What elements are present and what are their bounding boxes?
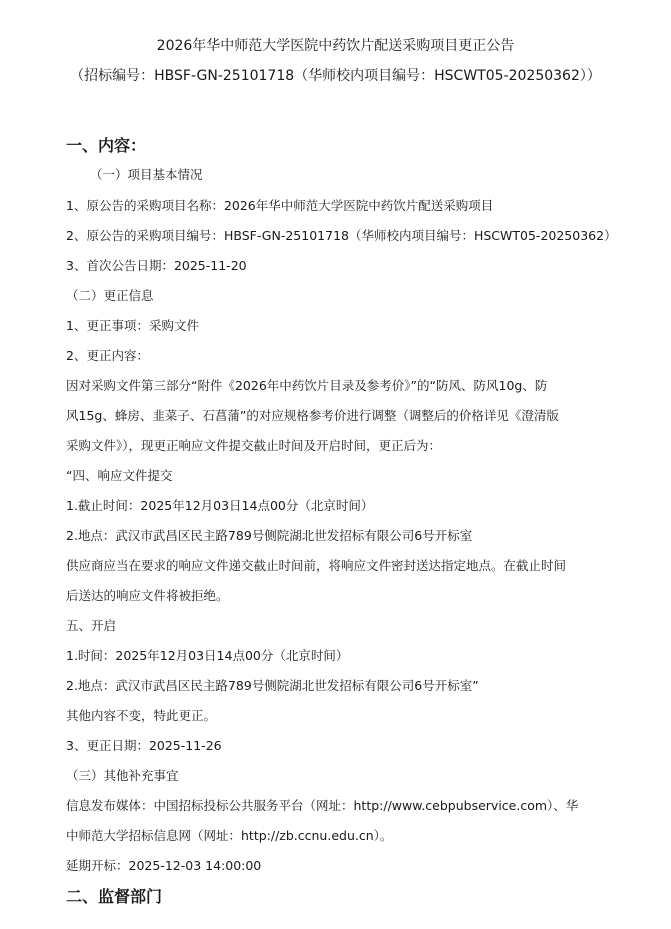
original-project-name: 1、原公告的采购项目名称：2026年华中师范大学医院中药饮片配送采购项目 (66, 198, 494, 213)
postponed-opening: 延期开标：2025-12-03 14:00:00 (66, 858, 262, 873)
correction-item: 1、更正事项：采购文件 (66, 318, 199, 333)
submission-location: 2.地点：武汉市武昌区民主路789号侧院湖北世发招标有限公司6号开标室 (66, 528, 473, 543)
publish-media-line: 信息发布媒体：中国招标投标公共服务平台（网址：http://www.cebpubservice.com）、华 (66, 798, 579, 813)
submission-heading: “四、响应文件提交 (66, 468, 173, 483)
document-subtitle: （招标编号：HBSF-GN-25101718（华师校内项目编号：HSCWT05-20250362）） (70, 68, 601, 84)
opening-location: 2.地点：武汉市武昌区民主路789号侧院湖北世发招标有限公司6号开标室” (66, 678, 479, 693)
basic-info-heading: （一）项目基本情况 (90, 167, 203, 182)
correction-content-label: 2、更正内容： (66, 348, 149, 363)
submission-deadline: 1.截止时间：2025年12月03日14点00分（北京时间） (66, 498, 374, 513)
submission-note-line: 后送达的响应文件将被拒绝。 (66, 588, 229, 603)
document-title: 2026年华中师范大学医院中药饮片配送采购项目更正公告 (156, 38, 515, 54)
original-project-number: 2、原公告的采购项目编号：HBSF-GN-25101718（华师校内项目编号：HSCWT05-20250362） (66, 228, 617, 243)
first-announcement-date: 3、首次公告日期：2025-11-20 (66, 258, 247, 273)
opening-heading: 五、开启 (66, 618, 117, 633)
correction-text-line: 采购文件》），现更正响应文件提交截止时间及开启时间，更正后为： (66, 438, 442, 453)
submission-note-line: 供应商应当在要求的响应文件递交截止时间前，将响应文件密封送达指定地点。在截止时间 (66, 558, 567, 573)
opening-time: 1.时间：2025年12月03日14点00分（北京时间） (66, 648, 349, 663)
correction-date: 3、更正日期：2025-11-26 (66, 738, 222, 753)
correction-text-line: 风15g、蜂房、韭菜子、石菖蒲”的对应规格参考价进行调整（调整后的价格详见《澄清版 (66, 408, 559, 423)
correction-text-line: 因对采购文件第三部分“附件《2026年中药饮片目录及参考价》”的“防风、防风10g、防 (66, 378, 548, 393)
other-matters-heading: （三）其他补充事宜 (66, 768, 179, 783)
other-unchanged-note: 其他内容不变，特此更正。 (66, 708, 217, 723)
section-heading-content: 一、内容： (66, 136, 147, 155)
section-heading-supervision: 二、监督部门 (66, 887, 163, 906)
publish-media-line: 中师范大学招标信息网（网址：http://zb.ccnu.edu.cn）。 (66, 828, 393, 843)
correction-info-heading: （二）更正信息 (66, 288, 154, 303)
